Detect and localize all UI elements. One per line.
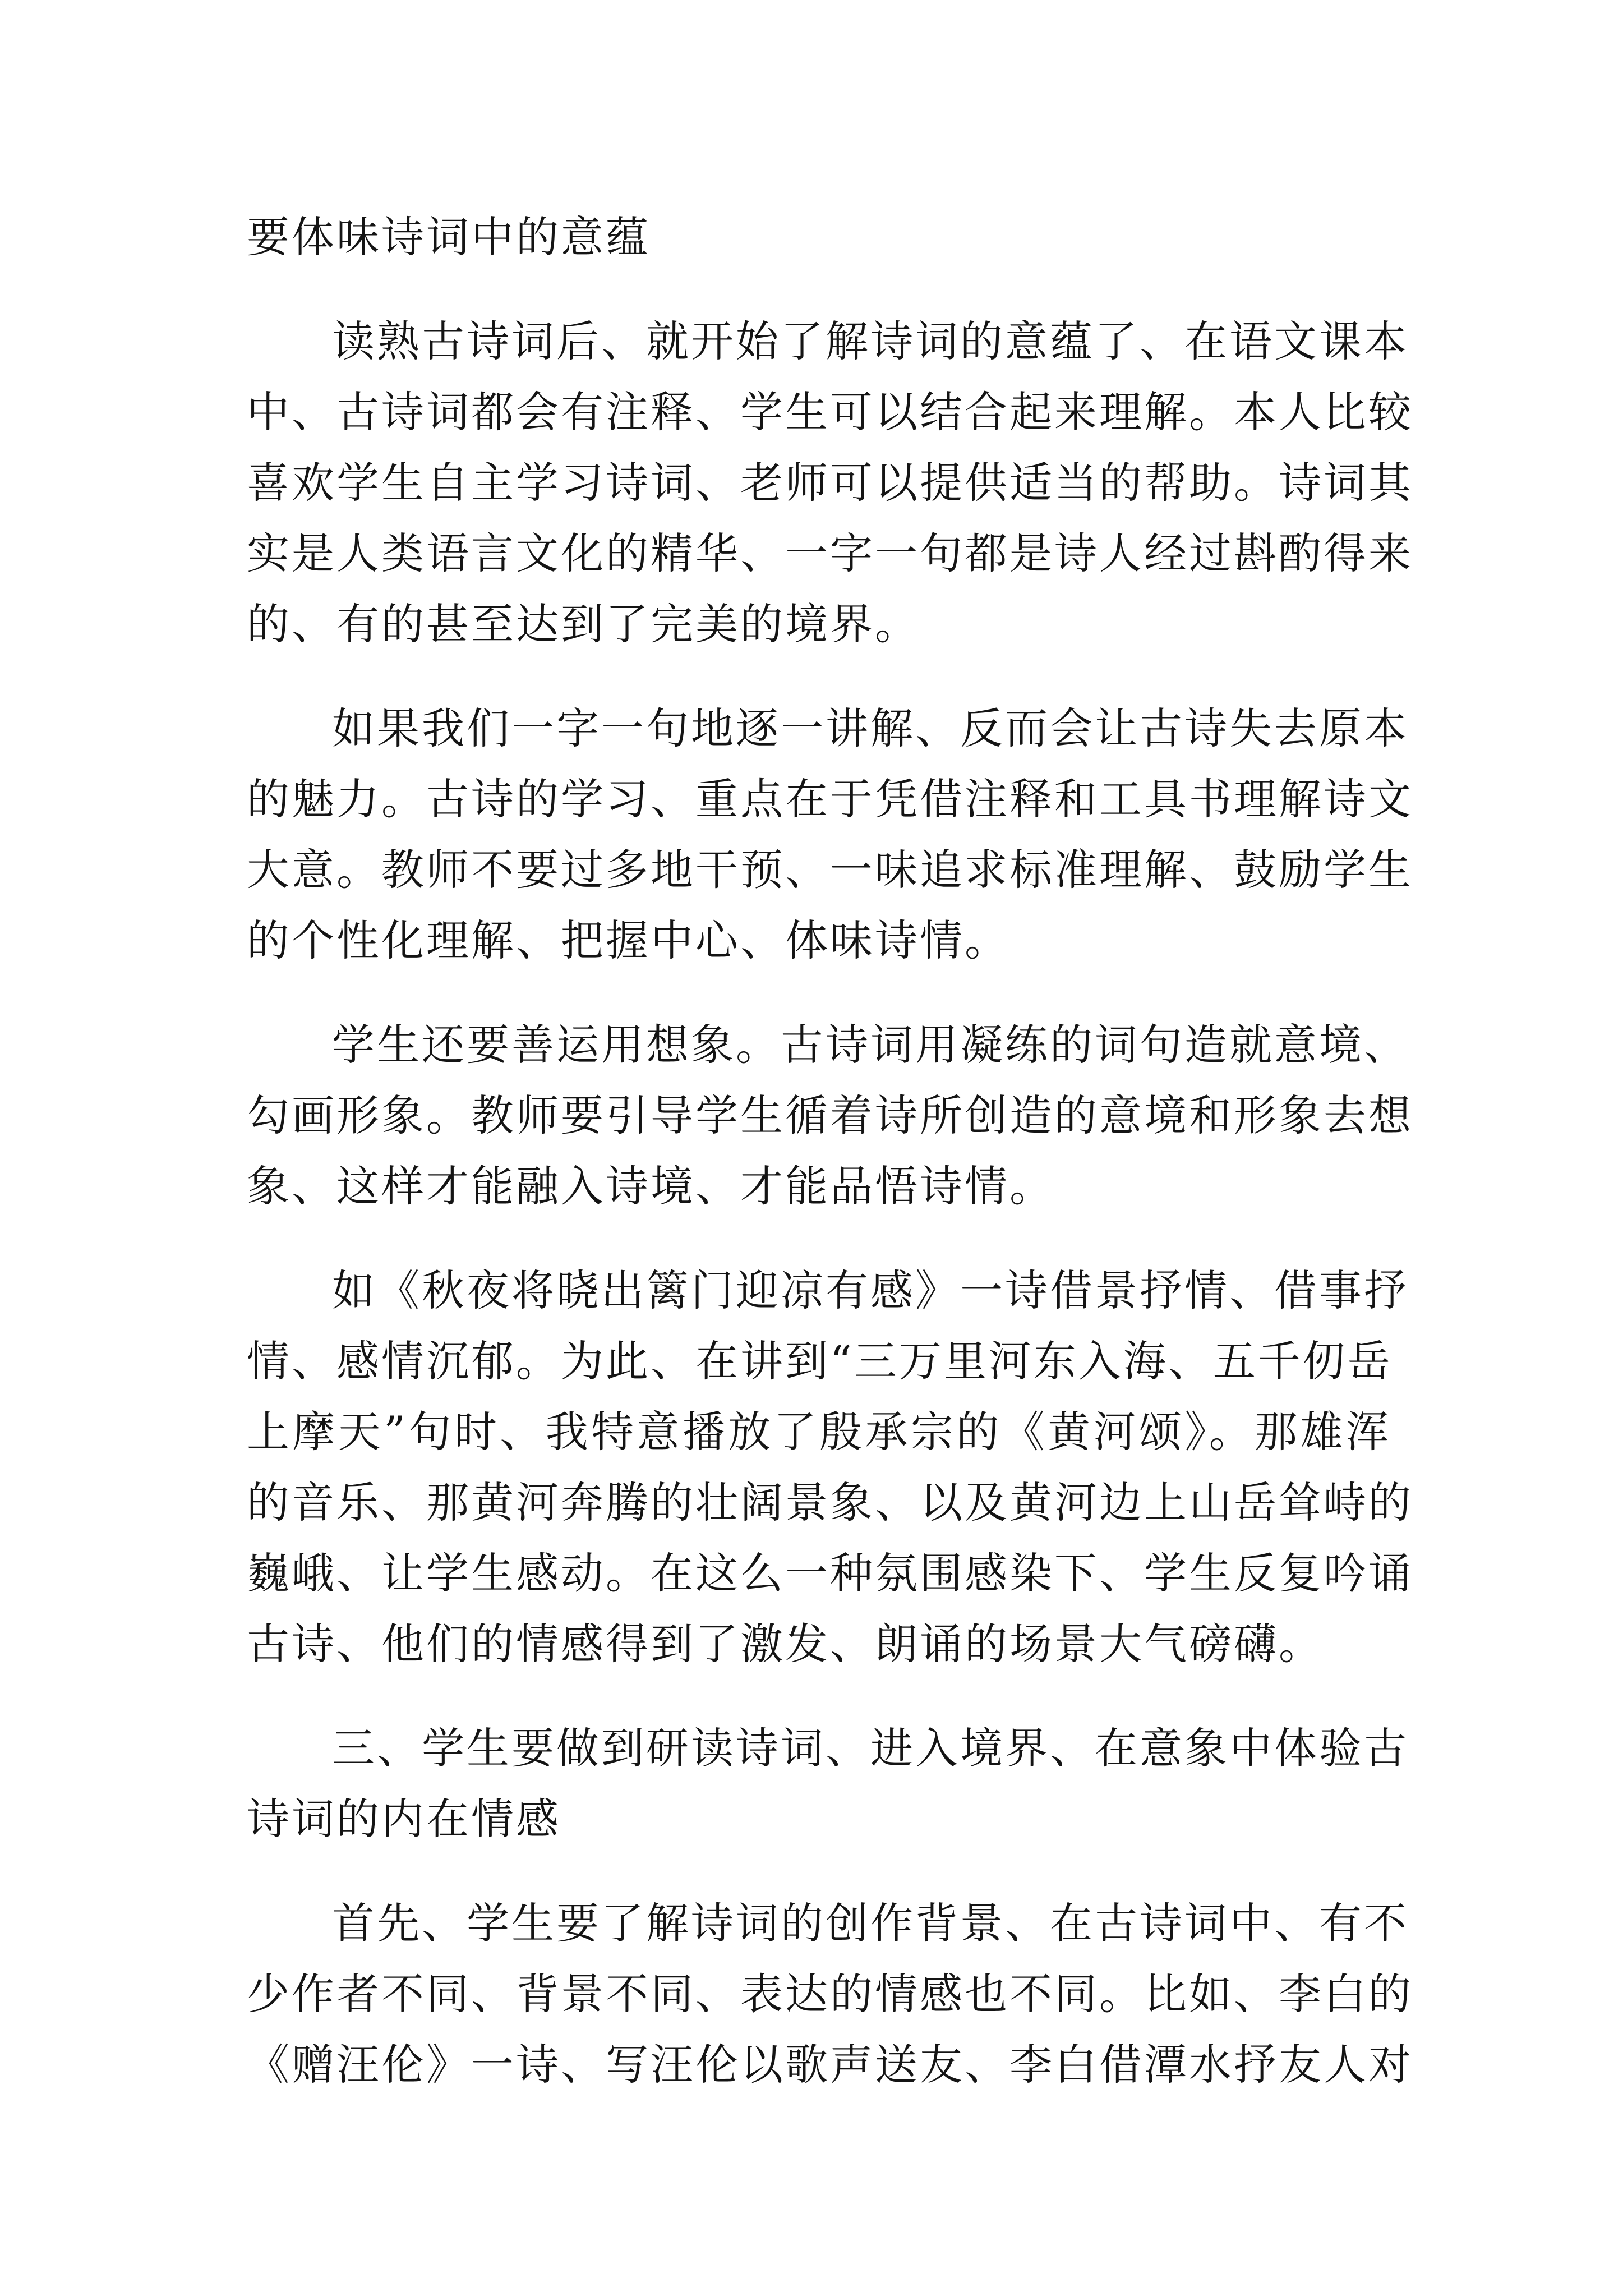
text-line: 的魅力。古诗的学习、重点在于凭借注释和工具书理解诗文 — [247, 774, 1413, 824]
text-line: 大意。教师不要过多地干预、一味追求标准理解、鼓励学生 — [247, 845, 1413, 895]
text-line: 的个性化理解、把握中心、体味诗情。 — [247, 915, 1009, 965]
text-line: 巍峨、让学生感动。在这么一种氛围感染下、学生反复吟诵 — [247, 1548, 1413, 1598]
text-line: 喜欢学生自主学习诗词、老师可以提供适当的帮助。诗词其 — [247, 458, 1413, 508]
paragraph-5-section-heading — [247, 1713, 1409, 1855]
text-line: 勾画形象。教师要引导学生循着诗所创造的意境和形象去想 — [247, 1091, 1413, 1140]
text-line: 的音乐、那黄河奔腾的壮阔景象、以及黄河边上山岳耸峙的 — [247, 1478, 1413, 1527]
text-line: 古诗、他们的情感得到了激发、朗诵的场景大气磅礴。 — [247, 1619, 1324, 1669]
text-line: 的、有的甚至达到了完美的境界。 — [247, 599, 920, 649]
text-line: 如果我们一字一句地逐一讲解、反而会让古诗失去原本 — [332, 703, 1409, 753]
text-line: 实是人类语言文化的精华、一字一句都是诗人经过斟酌得来 — [247, 528, 1413, 578]
text-line: 象、这样才能融入诗境、才能品悟诗情。 — [247, 1161, 1054, 1211]
text-line: 诗词的内在情感 — [247, 1794, 561, 1844]
paragraph-2 — [247, 693, 1413, 976]
document-body — [247, 202, 1413, 2100]
text-line: 学生还要善运用想象。古诗词用凝练的词句造就意境、 — [332, 1020, 1409, 1070]
text-line: 三、学生要做到研读诗词、进入境界、在意象中体验古 — [332, 1723, 1409, 1773]
text-line: 情、感情沉郁。为此、在讲到“三万里河东入海、五千仞岳 — [247, 1336, 1393, 1386]
section-heading-line: 要体味诗词中的意蕴 — [247, 212, 651, 262]
paragraph-1 — [247, 306, 1413, 660]
text-line: 首先、学生要了解诗词的创作背景、在古诗词中、有不 — [332, 1898, 1409, 1948]
text-line: 中、古诗词都会有注释、学生可以结合起来理解。本人比较 — [247, 387, 1413, 437]
text-line: 《赠汪伦》一诗、写汪伦以歌声送友、李白借潭水抒友人对 — [247, 2040, 1413, 2090]
paragraph-6 — [247, 1888, 1413, 2100]
text-line: 如《秋夜将晓出篱门迎凉有感》一诗借景抒情、借事抒 — [332, 1266, 1409, 1315]
paragraph-3 — [247, 1010, 1413, 1222]
paragraph-4 — [247, 1255, 1413, 1680]
text-line: 读熟古诗词后、就开始了解诗词的意蕴了、在语文课本 — [332, 316, 1409, 366]
text-line: 少作者不同、背景不同、表达的情感也不同。比如、李白的 — [247, 1969, 1413, 2019]
text-line: 上摩天”句时、我特意播放了殷承宗的《黄河颂》。那雄浑 — [247, 1407, 1391, 1457]
